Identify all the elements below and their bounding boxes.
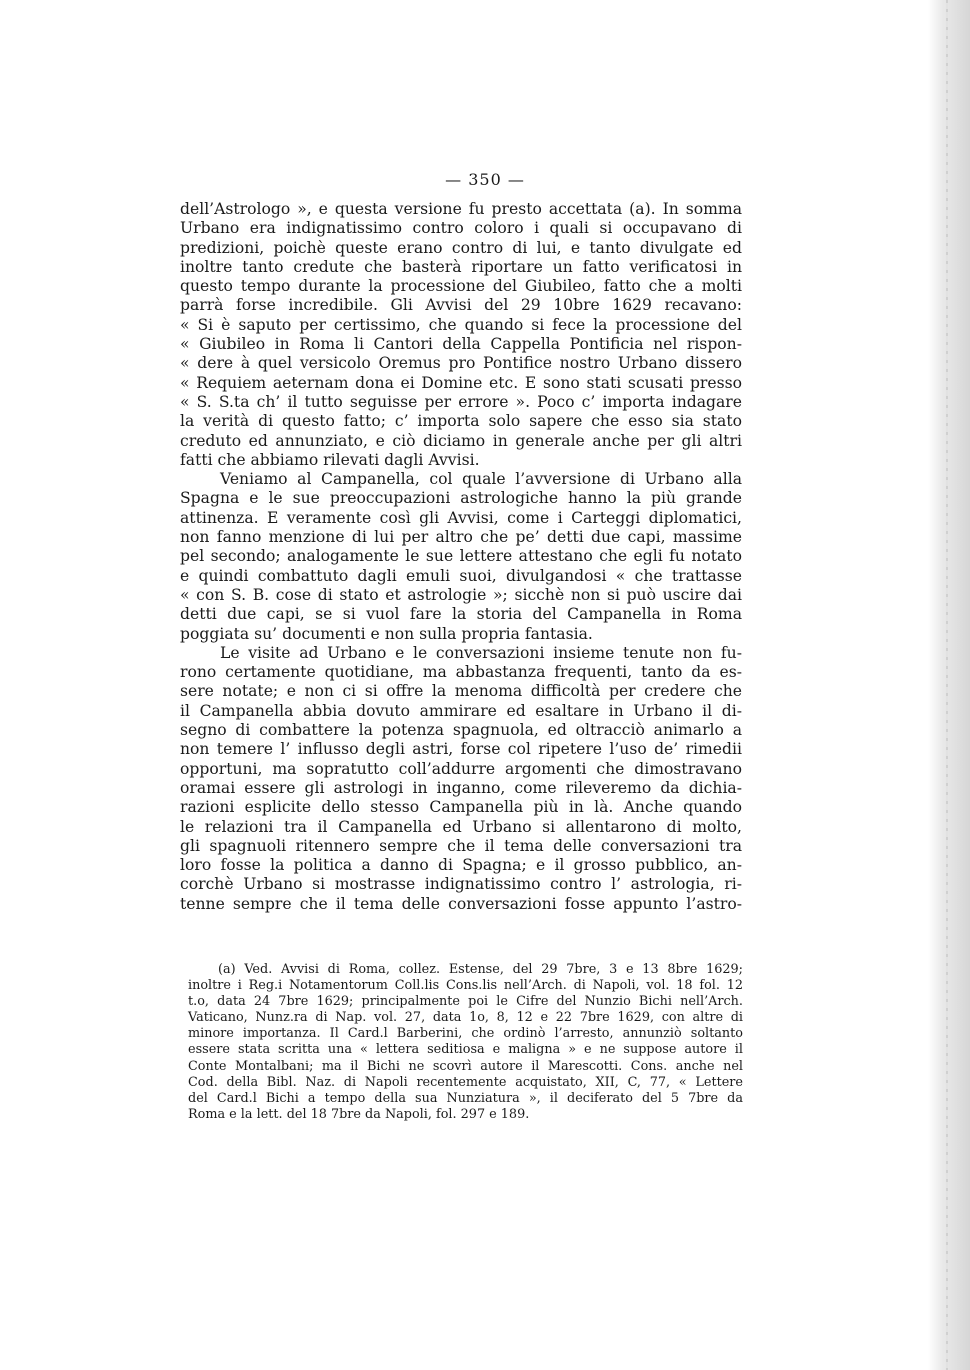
body-line: « Si è saputo per certissimo, che quando si fece la processione del (180, 315, 742, 334)
body-line: Urbano era indignatissimo contro coloro i quali si occupavano di (180, 219, 742, 238)
footnotes (188, 962, 743, 1123)
body-line: rono certamente quotidiane, ma abbastanza frequenti, tanto da es- (180, 663, 742, 682)
body-line: detti due capi, se si vuol fare la storia del Campanella in Roma (180, 605, 742, 624)
scan-edge-shadow (928, 0, 970, 1370)
body-line: gli spagnuoli ritennero sempre che il tema delle conversazioni tra (180, 836, 742, 855)
body-line: poggiata su’ documenti e non sulla propria fantasia. (180, 624, 593, 643)
body-line: e quindi combattuto dagli emuli suoi, divulgandosi « che trattasse (180, 566, 742, 585)
body-line: creduto ed annunziato, e ciò diciamo in generale anche per gli altri (180, 431, 742, 450)
body-line: loro fosse la politica a danno di Spagna; e il grosso pubblico, an- (180, 856, 742, 875)
body-line: Veniamo al Campanella, col quale l’avversione di Urbano alla (220, 470, 742, 489)
footnote-line: (a) Ved. Avvisi di Roma, collez. Estense, del 29 7bre, 3 e 13 8bre 1629; (218, 962, 743, 977)
body-line: razioni esplicite dello stesso Campanella più in là. Anche quando (180, 798, 742, 817)
body-line: le relazioni tra il Campanella ed Urbano si allentarono di molto, (180, 817, 742, 836)
body-line: opportuni, ma sopratutto coll’addurre argomenti che dimostravano (180, 759, 742, 778)
body-text (180, 200, 742, 914)
body-line: questo tempo durante la processione del Giubileo, fatto che a molti (180, 277, 742, 296)
body-line: non fanno menzione di lui per altro che pe’ detti due capi, massime (180, 528, 742, 547)
body-line: predizioni, poichè queste erano contro di lui, e tanto divulgate ed (180, 238, 742, 257)
body-line: inoltre tanto credute che basterà riportare un fatto verificatosi in (180, 257, 742, 276)
body-line: « con S. B. cose di stato et astrologie »; sicchè non si può uscire dai (180, 585, 742, 604)
body-line: corchè Urbano si mostrasse indignatissimo contro l’ astrologia, ri- (180, 875, 742, 894)
body-line: segno di combattere la potenza spagnuola, ed oltracciò animarlo a (180, 721, 742, 740)
body-line: parrà forse incredibile. Gli Avvisi del 29 10bre 1629 recavano: (180, 296, 742, 315)
body-line: tenne sempre che il tema delle conversazioni fosse appunto l’astro- (180, 894, 742, 913)
body-line: sere notate; e non ci si offre la menoma difficoltà per credere che (180, 682, 742, 701)
footnote-line: Cod. della Bibl. Naz. di Napoli recentemente acquistato, XII, C, 77, « Lettere (188, 1074, 743, 1090)
body-line: « dere à quel versicolo Oremus pro Pontifice nostro Urbano dissero (180, 354, 742, 373)
footnote-line: Conte Montalbani; ma il Bichi ne scovrì autore il Marescotti. Cons. anche nel (188, 1058, 743, 1074)
body-line: « Requiem aeternam dona ei Domine etc. E sono stati scusati presso (180, 373, 742, 392)
footnote-line: Vaticano, Nunz.ra di Nap. vol. 27, data 1o, 8, 12 e 22 7bre 1629, con altre di (188, 1010, 743, 1026)
footnote-line: minore importanza. Il Card.l Barberini, che ordinò l’arresto, annunziò soltanto (188, 1026, 743, 1042)
body-line: il Campanella abbia dovuto ammirare ed esaltare in Urbano il di- (180, 701, 742, 720)
body-line: fatti che abbiamo rilevati dagli Avvisi. (180, 450, 480, 469)
footnote-line: inoltre i Reg.i Notamentorum Coll.lis Cons.lis nell’Arch. di Napoli, vol. 18 fol. 12 (188, 978, 743, 994)
body-line: « Giubileo in Roma li Cantori della Cappella Pontificia nel rispon- (180, 335, 742, 354)
footnote-line: Roma e la lett. del 18 7bre da Napoli, fol. 297 e 189. (188, 1106, 530, 1122)
footnote-line: essere stata scritta una « lettera seditiosa e maligna » e ne suppose autore il (188, 1042, 743, 1058)
page-number: — 350 — (445, 170, 525, 189)
body-line: pel secondo; analogamente le sue lettere attestano che egli fu notato (180, 547, 742, 566)
body-line: attinenza. E veramente così gli Avvisi, come i Carteggi diplomatici, (180, 508, 742, 527)
body-line: Spagna e le sue preoccupazioni astrologiche hanno la più grande (180, 489, 742, 508)
footnote-line: del Card.l Bichi a tempo della sua Nunziatura », il deciferato del 5 7bre da (188, 1090, 743, 1106)
body-line: dell’Astrologo », e questa versione fu presto accettata (a). In somma (180, 200, 742, 218)
footnote-line: t.o, data 24 7bre 1629; principalmente poi le Cifre del Nunzio Bichi nell’Arch. (188, 994, 743, 1010)
body-line: la verità di questo fatto; c’ importa solo sapere che esso sia stato (180, 412, 742, 431)
body-line: oramai essere gli astrologi in inganno, come rileveremo da dichia- (180, 778, 742, 797)
body-line: non temere l’ influsso degli astri, forse col ripetere l’uso de’ rimedii (180, 740, 742, 759)
body-line: Le visite ad Urbano e le conversazioni insieme tenute non fu- (220, 643, 742, 662)
body-line: « S. S.ta ch’ il tutto seguisse per errore ». Poco c’ importa indagare (180, 392, 742, 411)
